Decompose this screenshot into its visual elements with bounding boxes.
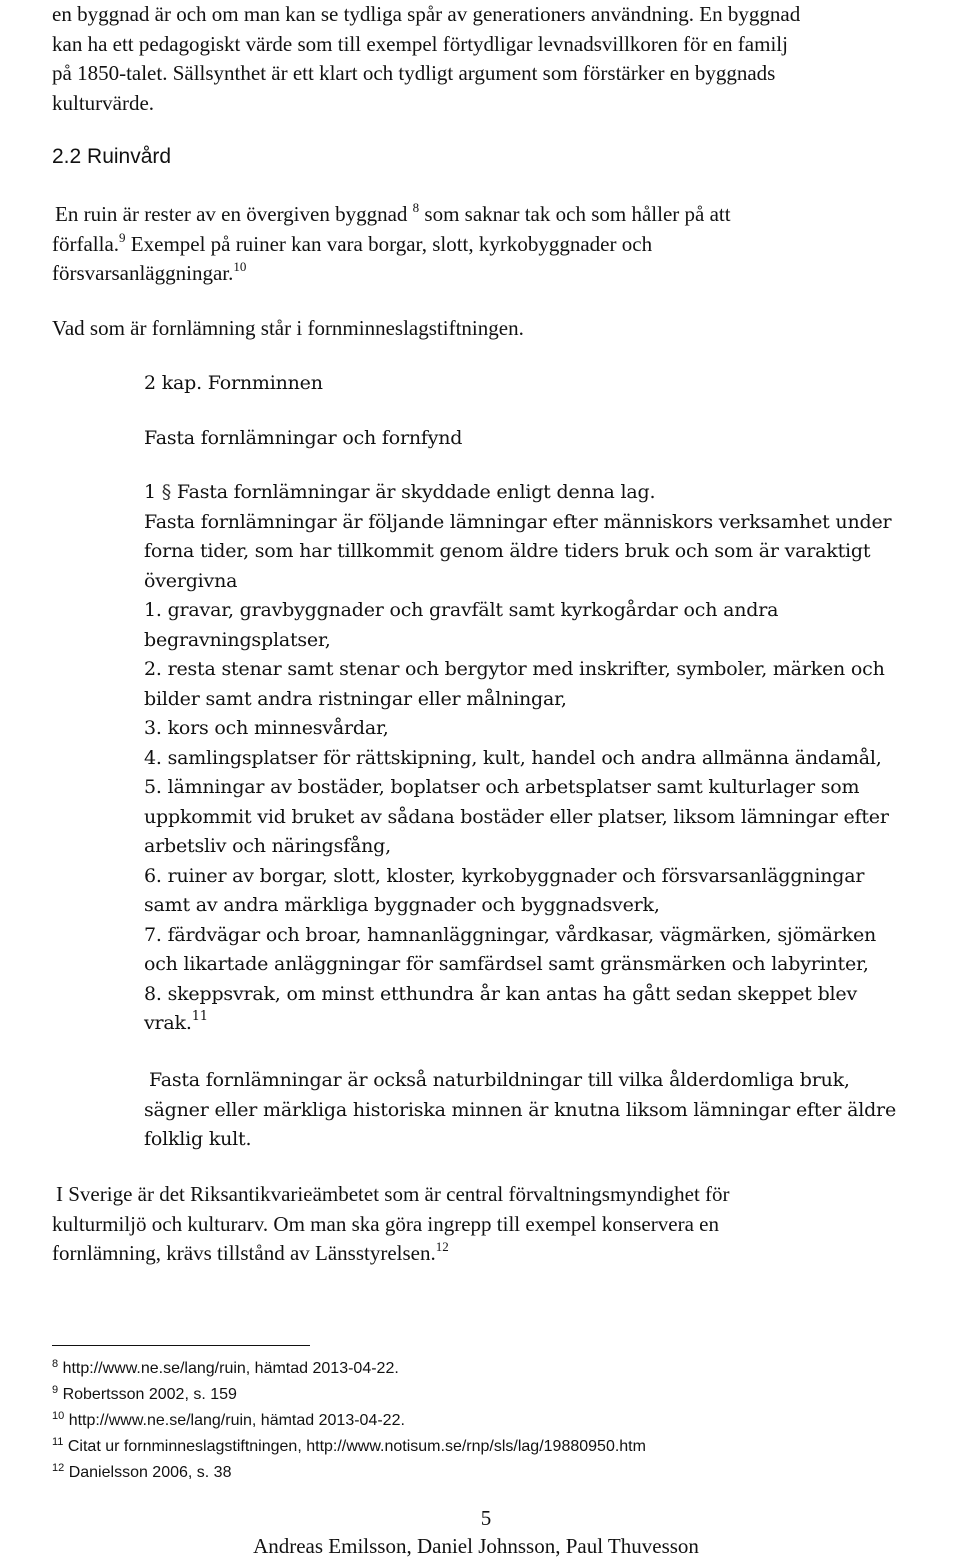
text-line: en byggnad är och om man kan se tydliga spår av generationers användning. En byggnad [52,2,801,26]
text-line: kulturvärde. [52,90,155,115]
law-subtitle: Fasta fornlämningar och fornfynd [144,427,463,449]
text-line: samt av andra märkliga byggnader och byggnadsverk, [144,894,660,916]
page-number: 5 [480,1506,492,1530]
list-item: 3. kors och minnesvårdar, [144,717,389,739]
text-line: uppkommit vid bruket av sådana bostäder eller platser, liksom lämningar efter [144,805,889,828]
text-line: på 1850-talet. Sällsynthet är ett klart och tydligt argument som förstärker en byggnads [52,61,776,85]
footnote: $^{12}$ Danielsson 2006, s. 38 [52,1462,232,1481]
footnote-ref: 10 [233,259,247,274]
list-item: 4. samlingsplatser för rättskipning, kult, handel och andra allmänna ändamål, [144,746,882,769]
footnote-ref: 12 [435,1239,449,1254]
text-fragment: som saknar tak och som håller på att [424,202,731,226]
list-item: 6. ruiner av borgar, slott, kloster, kyrkobyggnader och försvarsanläggningar [144,864,865,887]
text-fragment: Exempel på ruiner kan vara borgar, slott, kyrkobyggnader och [130,231,653,256]
paragraph-line: 1 § Fasta fornlämningar är skyddade enligt denna lag. [144,481,656,503]
footnote: $^9$ Robertsson 2002, s. 159 [52,1384,237,1403]
list-item: 7. färdvägar och broar, hamnanläggningar, vårdkasar, vägmärken, sjömärken [144,923,877,946]
text-line: arbetsliv och näringsfång, [144,835,391,857]
footnote-ref: 8 [412,200,420,215]
footnote-ref: 11 [191,1009,208,1024]
text-fragment: försvarsanläggningar. [52,261,234,285]
text-line: bilder samt andra ristningar eller målningar, [144,687,567,710]
footnote-ref: 9 [119,229,126,245]
text-line: sägner eller märkliga historiska minnen är knutna liksom lämningar efter äldre [144,1098,896,1121]
closing-paragraph [52,1180,952,1269]
list-item: 8. skeppsvrak, om minst etthundra år kan antas ha gått sedan skeppet blev [144,982,857,1005]
footnote: $^8$ http://www.ne.se/lang/ruin, hämtad 2013-04-22. [52,1358,399,1377]
law-reference-paragraph: Vad som är fornlämning står i fornminneslagstiftningen. [52,316,524,340]
ruin-paragraph [52,200,955,289]
text-line: folklig kult. [144,1128,252,1150]
text-line: I Sverige är det Riksantikvarieämbetet som är central förvaltningsmyndighet för [56,1182,730,1206]
text-fragment: förfalla. [52,231,120,256]
footer-authors: Andreas Emilsson, Daniel Johnsson, Paul Thuvesson [253,1534,699,1558]
footnote: $^{10}$ http://www.ne.se/lang/ruin, hämtad 2013-04-22. [52,1410,405,1429]
text-line: övergivna [144,569,238,592]
footnote: $^{11}$ Citat ur fornminneslagstiftningen, http://www.notisum.se/rnp/sls/lag/19880950.htm [52,1436,646,1455]
text-line: och likartade anläggningar för samfärdsel samt gränsmärken och labyrinter, [144,953,869,975]
text-line: fornlämning, krävs tillstånd av Länsstyrelsen.$^{12}$ [52,1239,449,1265]
text-line: begravningsplatser, [144,628,331,651]
section-heading: 2.2 Ruinvård [52,145,172,168]
text-line: kulturmiljö och kulturarv. Om man ska göra ingrepp till exempel konservera en [52,1211,719,1236]
natural-formations-paragraph [144,1066,956,1155]
list-item: 1. gravar, gravbyggnader och gravfält samt kyrkogårdar och andra [144,599,779,621]
law-chapter: 2 kap. Fornminnen [144,372,323,394]
section-symbol: § [161,481,172,503]
text-line: kan ha ett pedagogiskt värde som till exempel förtydligar levnadsvillkoren för en familj [52,31,788,56]
text-line: Fasta fornlämningar är också naturbildningar till vilka ålderdomliga bruk, [149,1069,850,1091]
text-line: forna tider, som har tillkommit genom äldre tiders bruk och som är varaktigt [144,540,871,562]
list-item: 5. lämningar av bostäder, boplatser och arbetsplatser samt kulturlager som [144,776,860,798]
intro-paragraph [52,0,952,118]
footnote-separator [52,1345,310,1346]
footnotes [52,1356,952,1486]
text-line: vrak.$^{11}$ [144,1009,208,1034]
law-quote [144,478,956,1039]
text-fragment: En ruin är rester av en övergiven byggnad [55,202,408,226]
text-line: Fasta fornlämningar är följande lämningar efter människors verksamhet under [144,510,892,533]
list-item: 2. resta stenar samt stenar och bergytor med inskrifter, symboler, märken och [144,658,885,680]
